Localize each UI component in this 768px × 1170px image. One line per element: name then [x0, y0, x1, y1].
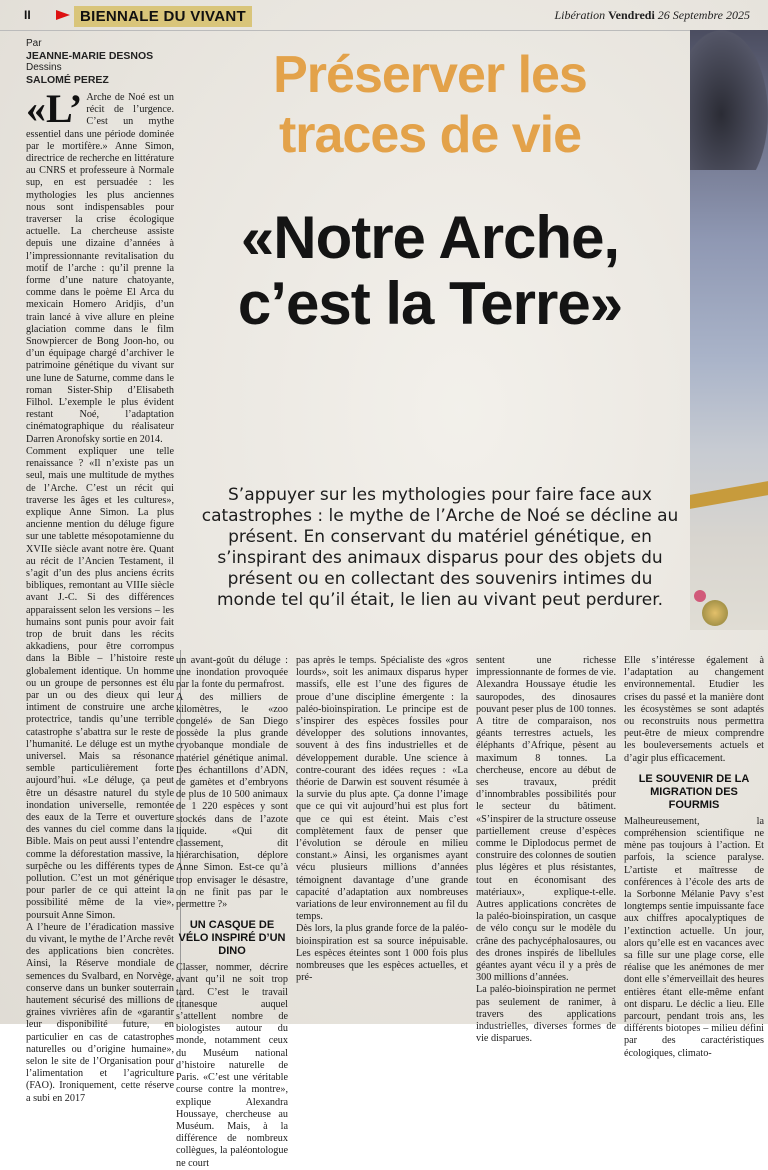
main-title: «Notre Arche, c’est la Terre» — [237, 204, 623, 337]
wave-illustration — [690, 30, 768, 170]
byline — [26, 38, 174, 86]
paragraph: Dès lors, la plus grande force de la paléo-bioinspiration est sa source inépuisable. Les espèces éteintes sont 1 000 fois plus nombreuses que les espèces actuelles, et pré- — [296, 923, 468, 984]
illustrator-name: SALOMÉ PEREZ — [26, 74, 109, 86]
article-column-1 — [26, 86, 174, 1104]
article-column-2 — [176, 655, 288, 1169]
paragraph: La paléo-bioinspiration ne permet pas seulement de ranimer, à travers des applications industrielles, diverses formes de vie disparues. — [476, 984, 616, 1045]
article-column-5 — [624, 655, 764, 1059]
flower-illustration — [702, 600, 728, 626]
paragraph: A des milliers de kilomètres, le «zoo congelé» de San Diego possède la plus grande cryobanque mondiale de matériel génétique animal. Des échantillons d’ADN, de gamètes et d’embryons de plus de 10 500 animaux de 1 220 espèces y sont stockés dans de l’azote liquide. «Qui dit classement, dit hiérarchisation, déplore Anne Simon. Est-ce qu’à trop envisager le désastre, on ne finit pas par le permettre ?» — [176, 691, 288, 911]
page-number: II — [24, 8, 31, 22]
dateline-day: Vendredi — [608, 8, 655, 22]
paragraph: A l’heure de l’éradication massive du vivant, le mythe de l’Arche revêt des applications bien concrètes. Ainsi, la Réserve mondiale de semences du Svalbard, en Norvège, conserve dans un bunker souterrain hautement sécurisé des millions de graines vivrières afin de «garantir leur disponibilité future, en particulier en cas de catastrophes naturelles ou d’origine humaine», selon le site de l’Organisation pour l’alimentation et l’agriculture (FAO). Ironiquement, cette réserve a subi en 2017 — [26, 921, 174, 1104]
paragraph: un avant-goût du déluge : une inondation provoquée par la fonte du permafrost. — [176, 655, 288, 691]
subheading: LE SOUVENIR DE LA MIGRATION DES FOURMIS — [638, 772, 750, 811]
drawings-label: Dessins — [26, 62, 62, 73]
paragraph: Elle s’intéresse également à l’adaptation au changement environnemental. Etudier les crises du passé et la manière dont les écosystèmes se sont adaptés ou reconstruits nous permettra peut-être de mieux comprendre les bouleversements actuels et d’agir plus efficacement. — [624, 655, 764, 764]
paragraph: pas après le temps. Spécialiste des «gros lourds», soit les animaux disparus hyper massifs, elle est l’une des figures de proue d’une discipline émergente : la paléo-bioinspiration. Le principe est de s’inspirer des espèces fossiles pour développer des solutions innovantes, souvent à des fins industrielles et de développement durable. Une science à contre-courant des idées reçues : «La théorie de Darwin est souvent résumée à la survie du plus apte. Ça donne l’image que ce qui vit aujourd’hui est plus fort que ce qui est éteint. Mais c’est complètement faux de penser que l’évolution se déroule en milieu constant.» Ainsi, les organismes ayant vécu plusieurs millions d’années témoignent davantage d’une grande capacité d’adaptation aux nombreuses variations de leur environnement au fil du temps. — [296, 655, 468, 923]
paragraph: Malheureusement, la compréhension scientifique ne mène pas toujours à l’action. Et parfois, la science paralyse. L’artiste et maîtresse de conférences à l’école des arts de la Sorbonne Mélanie Pavy s’est longtemps sentie impuissante face aux chiffres apocalyptiques de l’extinction actuelle. Un jour, alors qu’elle est en vacances avec sa fille sur une plage corse, elle réalise que les anémones de mer dont elle s’émerveillait des heures entières étant elle-même enfant ont disparu. Le déclic a lieu. Elle parcourt, pendant trois ans, les différents biotopes – milieu défini par des caractéristiques écologiques, climato- — [624, 815, 764, 1059]
paragraph: Comment expliquer une telle renaissance ? «Il n’existe pas un seul, mais une multitude de mythes de l’Arche. C’est un récit qui traverse les âges et les cultures», explique Anne Simon. La plus ancienne mention du déluge figure sur une tablette mésopotamienne du XVIIe siècle avant notre ère. Quant au récit de l’Ancien Testament, il s’agit d’un des plus anciens écrits bibliques, remontant au VIIIe siècle avant J.-C. Si des différences apparaissent selon les versions – les humains sont punis pour avoir fait trop de bruit dans les récits akkadiens, pour être corrompus dans la Bible – l’histoire reste globalement identique. Un homme ou un groupe de personnes est élu par un ou des dieux qui leur intiment de construire une arche protectrice, tandis qu’une terrible catastrophe s’abattra sur le reste de l’humanité. Le déluge est un mythe universel. Mais sa résonance semble particulièrement forte aujourd’hui. «Le déluge, ça peut être un désastre naturel du style inondation universelle, remontée des eaux de la Terre et ouverture des vannes du ciel comme dans la Bible. Mais on peut aussi l’entendre comme la déforestation massive, la surpêche ou les différents types de pollution. C’est un mot générique pour parler de ce qui atteint la possibilité même de la vie», poursuit Anne Simon. — [26, 445, 174, 921]
paragraph: sentent une richesse impressionnante de formes de vie. Alexandra Houssaye étudie les sauropodes, des dinosaures pouvant peser plus de 100 tonnes. A titre de comparaison, nos géants terrestres actuels, les éléphants d’Afrique, pèsent au maximum 8 tonnes. La chercheuse, encore au début de ses travaux, prédit d’innombrables possibilités pour le secteur du bâtiment. «S’inspirer de la structure osseuse partiellement creuse d’espèces comme le Diplodocus permet de construire des colonnes de soutien plus légères et plus résistantes, tout en économisant des matériaux», explique-t-elle. Autres applications concrètes de la paléo-bioinspiration, un casque de vélo conçu sur le modèle du crâne des pachycéphalosaures, ou des drones inspirés de libellules géantes ayant vécu il y a près de 300 millions d’années. — [476, 655, 616, 984]
section-label: BIENNALE DU VIVANT — [74, 6, 252, 27]
flower-bud-illustration — [694, 590, 706, 602]
drop-cap: «L’ — [26, 86, 83, 131]
standfirst: S’appuyer sur les mythologies pour faire face aux catastrophes : le mythe de l’Arche de Noé se décline au présent. En conservant du matériel génétique, en s’inspirant des animaux disparus pour des objets du présent ou en collectant des souvenirs intimes du monde tel qu’il était, le lien au vivant peut perdurer. — [201, 485, 679, 610]
dateline — [554, 8, 750, 23]
dateline-date: 26 Septembre 2025 — [657, 8, 750, 22]
page-header — [0, 0, 768, 31]
illustration — [690, 30, 768, 630]
paragraph: Classer, nommer, décrire avant qu’il ne soit trop tard. C’est le travail titanesque auquel s’attellent nombre de biologistes autour du monde, notamment ceux du Muséum national d’histoire naturelle de Paris. «C’est une véritable course contre la montre», explique Alexandra Houssaye, chercheuse au Muséum. Mais, à la différence de nombreux collègues, la paléontologue ne court — [176, 962, 288, 1169]
arrow-icon — [56, 10, 70, 20]
article-column-3 — [296, 655, 468, 1013]
byline-prefix: Par — [26, 38, 42, 49]
paragraph: Arche de Noé est un récit de l’urgence. C’est un mythe essentiel dans une période dominée par le mortifère.» Anne Simon, directrice de recherche en littérature au CNRS et professeure à Normale sup, en est persuadée : les mythologies les plus anciennes nous sont indispensables pour traverser la crise écologique actuelle. La chercheuse assiste depuis une dizaine d’années à l’impressionnante revitalisation du motif de l’arche : qu’il prenne la forme d’une nature chatoyante, comme dans le poème El Arca du mexicain Homero Aridjis, d’un train lancé à vive allure en pleine glaciation comme dans le film Snowpiercer de Bong Joon-ho, ou d’un équipage chargé d’archiver le patrimoine génétique du vivant sur une lune de Saturne, comme dans le roman Sister-Ship d’Elisabeth Filhol. L’exemple le plus évident restant Noé, l’adaptation cinématographique du réalisateur Darren Aronofsky sortie en 2014. — [26, 92, 174, 445]
ark-hull-illustration — [690, 481, 768, 509]
author-name: JEANNE-MARIE DESNOS — [26, 50, 154, 62]
article-column-4 — [476, 655, 616, 1045]
paper-name: Libération — [554, 8, 606, 22]
kicker-title: Préserver les traces de vie — [273, 46, 587, 164]
subheading: UN CASQUE DE VÉLO INSPIRÉ D’UN DINO — [178, 919, 286, 958]
